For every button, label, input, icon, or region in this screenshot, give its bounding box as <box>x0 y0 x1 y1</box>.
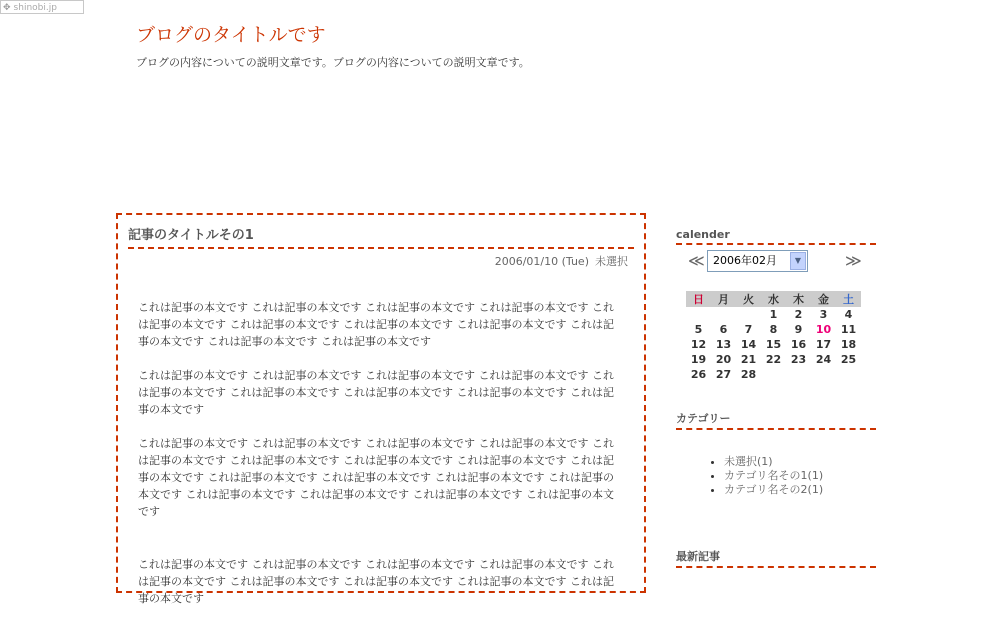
list-item <box>724 469 823 483</box>
calendar-day: 19 <box>690 353 707 366</box>
calendar-heading: calender <box>676 228 876 245</box>
calendar-day <box>836 367 861 382</box>
calendar-days <box>686 307 861 382</box>
calendar-day: 9 <box>794 323 803 336</box>
list-item <box>724 483 823 497</box>
calendar-week-row <box>686 307 861 322</box>
calendar-day: 5 <box>694 323 703 336</box>
calendar-day: 7 <box>744 323 753 336</box>
calendar-day: 28 <box>740 368 757 381</box>
post-paragraph: これは記事の本文です これは記事の本文です これは記事の本文です これは記事の本文です これは記事の本文です これは記事の本文です これは記事の本文です これは記事の本文です これは記事の本文です これは記事の本文です これは記事の本文です これは記事の本文です これは記事の本文です これは記事の本文です これは記事の本文です これは記事の本文です これは記事の本文です <box>138 437 614 518</box>
calendar-day: 20 <box>715 353 732 366</box>
calendar-weekday-row <box>686 291 861 307</box>
calendar-next-icon[interactable]: ≫ <box>845 251 862 270</box>
calendar-day: 18 <box>840 338 857 351</box>
calendar-grid <box>686 291 861 382</box>
calendar-week-row <box>686 352 861 367</box>
weekday-wed: 水 <box>761 291 786 307</box>
calendar-day <box>686 307 711 322</box>
post-meta <box>495 253 628 269</box>
post-paragraph: これは記事の本文です これは記事の本文です これは記事の本文です これは記事の本文です これは記事の本文です これは記事の本文です これは記事の本文です これは記事の本文です これは記事の本文です <box>138 369 614 416</box>
chevron-down-icon[interactable]: ▼ <box>790 252 806 270</box>
category-link[interactable]: カテゴリ名その2(1) <box>724 483 824 496</box>
calendar-day: 22 <box>765 353 782 366</box>
calendar-day: 16 <box>790 338 807 351</box>
calendar-day: 26 <box>690 368 707 381</box>
calendar-day: 1 <box>769 308 778 321</box>
calendar-day <box>736 307 761 322</box>
calendar-day: 3 <box>819 308 828 321</box>
calendar-day: 4 <box>844 308 853 321</box>
calendar-day: 6 <box>719 323 728 336</box>
shinobi-logo-icon: ✥ <box>3 3 11 13</box>
weekday-thu: 木 <box>786 291 811 307</box>
weekday-fri: 金 <box>811 291 836 307</box>
post-paragraph: これは記事の本文です これは記事の本文です これは記事の本文です これは記事の本文です これは記事の本文です これは記事の本文です これは記事の本文です これは記事の本文です これは記事の本文です <box>138 558 614 605</box>
calendar-day <box>786 367 811 382</box>
calendar-day: 17 <box>815 338 832 351</box>
calendar-day: 2 <box>794 308 803 321</box>
post-body <box>138 299 622 624</box>
post-title[interactable]: 記事のタイトルその1 <box>128 224 634 249</box>
calendar-day <box>761 367 786 382</box>
post-category-link[interactable]: 未選択 <box>595 255 628 268</box>
calendar-day: 25 <box>840 353 857 366</box>
calendar-week-row <box>686 322 861 337</box>
calendar-day: 13 <box>715 338 732 351</box>
list-item <box>724 455 823 469</box>
month-select-value: 2006年02月 <box>713 254 777 267</box>
calendar-day: 10 <box>815 323 832 336</box>
categories-heading: カテゴリー <box>676 410 876 430</box>
calendar-day: 24 <box>815 353 832 366</box>
calendar-day: 8 <box>769 323 778 336</box>
weekday-sat: 土 <box>836 291 861 307</box>
calendar-day <box>811 367 836 382</box>
category-list <box>706 455 823 497</box>
month-select[interactable] <box>707 250 808 272</box>
weekday-sun: 日 <box>686 291 711 307</box>
weekday-mon: 月 <box>711 291 736 307</box>
post-entry <box>116 213 646 605</box>
calendar-day: 14 <box>740 338 757 351</box>
blog-description: ブログの内容についての説明文章です。ブログの内容についての説明文章です。 <box>136 56 530 69</box>
post-date: 2006/01/10 (Tue) <box>494 255 589 268</box>
calendar-week-row <box>686 337 861 352</box>
blog-title[interactable]: ブログのタイトルです <box>136 24 326 46</box>
calendar-day: 21 <box>740 353 757 366</box>
calendar-day: 11 <box>840 323 857 336</box>
calendar-week-row <box>686 367 861 382</box>
calendar-day: 27 <box>715 368 732 381</box>
category-link[interactable]: 未選択(1) <box>724 455 773 468</box>
calendar-day: 12 <box>690 338 707 351</box>
weekday-tue: 火 <box>736 291 761 307</box>
calendar-day <box>711 307 736 322</box>
shinobi-badge[interactable] <box>0 0 84 14</box>
category-link[interactable]: カテゴリ名その1(1) <box>724 469 824 482</box>
calendar-day: 23 <box>790 353 807 366</box>
recent-posts-heading: 最新記事 <box>676 548 876 568</box>
calendar-day: 15 <box>765 338 782 351</box>
calendar-prev-icon[interactable]: ≪ <box>688 251 705 270</box>
shinobi-label: shinobi.jp <box>13 3 57 13</box>
post-paragraph: これは記事の本文です これは記事の本文です これは記事の本文です これは記事の本文です これは記事の本文です これは記事の本文です これは記事の本文です これは記事の本文です これは記事の本文です これは記事の本文です これは記事の本文です <box>138 301 614 348</box>
